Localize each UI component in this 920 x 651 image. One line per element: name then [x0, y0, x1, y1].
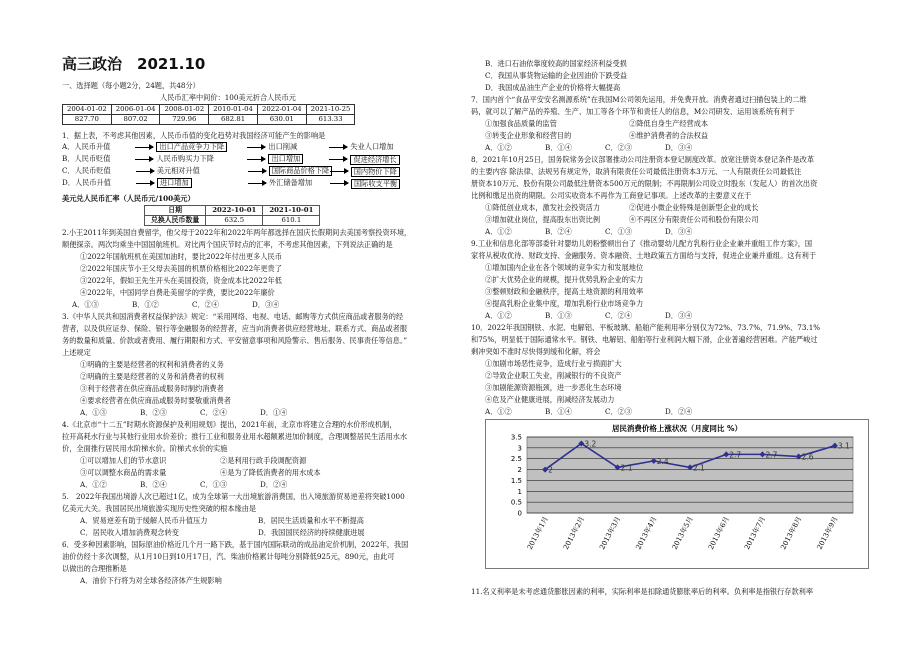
- option: B．①③: [545, 311, 572, 320]
- flow-row: D． 人民币升值 进口增加 外汇储备增加 国际收支平衡: [62, 178, 400, 189]
- q4-line: 价，全面推行居民用水阶梯水价。阶梯式水价的实施: [62, 444, 228, 453]
- x-tick-label: 2013年7月: [743, 515, 768, 551]
- q6-line: 以做出的合理推断是: [62, 564, 127, 573]
- rate-table: [62, 104, 355, 125]
- rate-value: 682.81: [209, 115, 258, 125]
- y-tick-label: 1.5: [510, 476, 522, 485]
- option: C．①③: [200, 480, 228, 489]
- q4-item: ②是利用行政手段调配资源: [220, 456, 307, 465]
- flow-row: C． 人民币贬值 美元相对升值 国际商品价格下降 国内物价下降: [62, 166, 400, 177]
- q6-option: D．我国成品油生产企业的价格将大幅提高: [485, 83, 621, 92]
- arrow-icon: [136, 171, 154, 172]
- arrow-icon: [329, 147, 347, 148]
- q3-line: 3.《中华人民共和国消费者权益保护法》规定：“采用网络、电视、电话、邮购等方式供应商品或者服务的经: [62, 312, 404, 321]
- flow-step: 促进经济增长: [350, 155, 399, 165]
- q5-line: 亿美元大关。我国居民出境旅游实现历史性突破的根本缘由是: [62, 504, 257, 513]
- data-label: 2.7: [765, 450, 778, 460]
- option: B．②④: [140, 480, 167, 489]
- q6-option: A．油价下行将为对全球各经济体产生规影响: [80, 576, 222, 585]
- x-tick-label: 2013年6月: [706, 515, 731, 551]
- option: D．②④: [665, 407, 693, 416]
- q2-line: 顺便探亲。两次均乘坐中国国航班机。对比两个国庆节时点的汇率，不考虑其他因素，下列说法正确的是: [62, 240, 393, 249]
- rate-value: 630.01: [257, 115, 306, 125]
- arrow-icon: [248, 183, 266, 184]
- arrow-icon: [248, 171, 266, 172]
- q1-flow-options: [62, 142, 400, 189]
- page-title: 高三政治 2021.10: [62, 55, 206, 73]
- rate-value: 729.96: [160, 115, 209, 125]
- option: C．②③: [605, 407, 633, 416]
- q8-line: 比例和缴足出资的期限。公司实收资本不再作为工商登记事项。上述改革的主要意义在于: [471, 191, 752, 200]
- chart-title: 居民消费价格上涨状况（月度同比 %）: [611, 424, 743, 433]
- option: A．①③: [72, 300, 99, 309]
- option: C．②④: [200, 408, 228, 417]
- data-label: 3.2: [584, 439, 597, 449]
- q5-option: B．居民生活质量和水平不断提高: [258, 516, 364, 525]
- x-tick-label: 2013年4月: [634, 515, 659, 551]
- q3-item: ①明确的主要是经营者的权利和消费者的义务: [80, 360, 224, 369]
- q5-option: D．我国国民经济的持续健康进展: [258, 528, 365, 537]
- x-tick-label: 2013年3月: [598, 515, 623, 551]
- q8-item: ①降低创业成本，激发社会投资活力: [485, 203, 601, 212]
- option: A．①②: [485, 311, 512, 320]
- fx-header: 2022-10-01: [206, 206, 263, 216]
- option: D．③④: [252, 300, 280, 309]
- arrow-icon: [330, 183, 348, 184]
- fx-header: 日期: [145, 206, 206, 216]
- q9-item: ④提高乳粉企业集中度，增加乳粉行业市场竞争力: [485, 299, 644, 308]
- fx-table-caption: 美元兑人民币汇率（人民币元/100美元）: [62, 194, 195, 203]
- arrow-icon: [329, 159, 347, 160]
- data-label: 2.7: [729, 450, 742, 460]
- q8-line: 册资本10万元、股份有限公司最低注册资本500万元的限制；不再限制公司设立时股东（发起人）的首次出资: [471, 179, 818, 188]
- flow-row: A． 人民币升值 出口产品竞争力下降 出口削减 失业人口增加: [62, 142, 400, 153]
- flow-step: 出口增加: [268, 154, 303, 164]
- q7-item: ①加强食品质量的监管: [485, 119, 557, 128]
- rate-date: 2006-01-04: [111, 105, 160, 115]
- q3-line: 上述规定: [62, 348, 91, 357]
- q10-line: 和75%，明显低于国际通常水平。钢铁、电解铝、船舶等行业利润大幅下滑，企业普遍经营困难。产能严峻过: [471, 335, 818, 344]
- fx-table: [144, 205, 320, 226]
- q10-item: ④危及产业健康进展，削减经济发展动力: [485, 395, 615, 404]
- data-label: 2: [548, 465, 553, 475]
- flow-step: 人民币购买力下降: [156, 154, 214, 164]
- q4-item: ③可以调整水商品的需求量: [80, 468, 167, 477]
- flow-step: 出口产品竞争力下降: [156, 142, 227, 152]
- fx-header: 2021-10-01: [263, 206, 320, 216]
- data-label: 2.6: [801, 452, 814, 462]
- option: A．①②: [80, 480, 107, 489]
- q6-line: 6．受多种因素影响，国际原油价格近几个月一路下跌，基于国内国际联动的成品油定价机制，2022年，我国: [62, 540, 409, 549]
- q4-line: 拉开高耗水行业与其他行业用水价差价；推行工业和服务业用水超额累进加价制度，合理调整居民生活用水水: [62, 432, 408, 441]
- q10-line: 10．2022年我国钢铁、水泥、电解铝、平板玻璃、船舶产能利用率分别仅为72%、73.7%、71.9%、73.1%: [471, 323, 821, 332]
- arrow-icon: [136, 183, 154, 184]
- option: B．①④: [545, 143, 572, 152]
- rate-date: 2008-01-02: [160, 105, 209, 115]
- arrow-icon: [247, 147, 265, 148]
- arrow-icon: [247, 159, 265, 160]
- q8-line: 的主要内容 除法律、法规另有规定外，取消有限责任公司最低注册资本3万元、一人有限责任公司最低注: [471, 167, 802, 176]
- q9-line: 家将从税收优待、财政支持、金融服务、资本融资、土地政策五方面给与支持，促进企业兼并重组。这有利于: [471, 251, 817, 260]
- flow-row: B． 人民币贬值 人民币购买力下降 出口增加 促进经济增长: [62, 154, 400, 165]
- rate-table-caption: 人民币汇率中间价：100美元折合人民币元: [160, 93, 296, 102]
- q10-line: 剩冲突如不准时尽快得到缓和化解，将会: [471, 347, 601, 356]
- option: C．②③: [605, 143, 633, 152]
- y-tick-label: 3.5: [510, 433, 522, 442]
- y-tick-label: 2.5: [510, 455, 522, 464]
- flow-step: 失业人口增加: [350, 142, 394, 152]
- q6-option: C．我国从事货物运输的企业因油价下跌受益: [485, 71, 628, 80]
- q7-item: ④维护消费者的合法权益: [629, 131, 709, 140]
- data-label: 3.1: [837, 441, 850, 451]
- option: C．①③: [605, 227, 633, 236]
- flow-step: 外汇储备增加: [268, 178, 313, 188]
- q5-option: C．居民收入增加消费观念转变: [80, 528, 179, 537]
- q9-item: ②扩大优势企业的规模，提升优势乳粉企业的实力: [485, 275, 644, 284]
- flow-step: 人民币升值: [74, 178, 111, 188]
- option: D．③④: [665, 227, 693, 236]
- option: D．③④: [665, 311, 693, 320]
- q2-options: [72, 299, 312, 311]
- flow-step: 进口增加: [157, 178, 192, 188]
- q6-option: B．进口石油依靠度较高的国家经济利益受损: [485, 59, 627, 68]
- q4-options: [80, 479, 320, 491]
- cpi-line-chart: [485, 419, 869, 569]
- x-tick-label: 2013年1月: [525, 515, 550, 551]
- option: B．①②: [132, 300, 159, 309]
- x-tick-label: 2013年8月: [779, 515, 804, 551]
- q8-options: [485, 226, 725, 238]
- q3-item: ④要求经营者在供应商品或服务时要敬重消费者: [80, 396, 231, 405]
- y-tick-label: 3: [517, 444, 522, 453]
- q2-item: ④2022年，中国同学自费赴美留学的学费，要比2022年廉价: [80, 288, 275, 297]
- arrow-icon: [135, 159, 153, 160]
- option: A．①③: [80, 408, 107, 417]
- option: A．①②: [485, 227, 512, 236]
- option: C．②④: [605, 311, 633, 320]
- q5-option: A．贸易逆差有助于缓解人民币升值压力: [80, 516, 208, 525]
- q3-item: ②明确的主要是经营者的义务和消费者的权利: [80, 372, 224, 381]
- q11-line: 11.名义利率是未考虑通货膨胀因素的利率，实际利率是扣除通货膨胀率后的利率。负利率是指银行存款利率: [471, 587, 814, 596]
- y-tick-label: 0.5: [510, 498, 522, 507]
- y-tick-label: 2: [517, 466, 522, 475]
- flow-step: 美元相对升值: [156, 166, 200, 176]
- q7-item: ③转变企业形象和经营目的: [485, 131, 572, 140]
- option: B．①④: [545, 407, 572, 416]
- arrow-icon: [135, 147, 153, 148]
- data-label: 2.1: [620, 463, 633, 473]
- fx-cell: 兑换人民币数量: [145, 216, 206, 226]
- section-heading: 一、选择题（每小题2分，24题，共48分）: [62, 81, 200, 90]
- q3-item: ③利于经营者在供应商品或服务时制约消费者: [80, 384, 224, 393]
- option: A．①②: [485, 143, 512, 152]
- q8-item: ③增加就业岗位，提高股东出资比例: [485, 215, 601, 224]
- q2-item: ②2022年国庆节小王父母去美国的机票价格相比2022年更贵了: [80, 264, 282, 273]
- q9-item: ①增加国内企业在各个领域的竞争实力和发展地位: [485, 263, 644, 272]
- option: B．②④: [545, 227, 572, 236]
- q4-item: ④是为了降低消费者的用水成本: [220, 468, 321, 477]
- arrow-icon: [330, 171, 348, 172]
- q5-line: 5. 2022年我国出境游人次已超过1亿，成为全球第一大出境旅游消费国，出入境旅游贸易逆差将突破1000: [62, 492, 405, 501]
- q9-item: ③整顿财政和金融秩序，提高土地资源的利用效率: [485, 287, 644, 296]
- flow-step: 出口削减: [268, 142, 298, 152]
- fx-cell: 632.5: [206, 216, 263, 226]
- q9-line: 9.工业和信息化部等部委针对婴幼儿奶粉整顿出台了《推动婴幼儿配方乳粉行业企业兼并重组工作方案》，国: [471, 239, 813, 248]
- q3-line: 务的数量和质量、价款或者费用、履行期限和方式、平安留意事项和风险警示、售后服务、民事责任等信息。”: [62, 336, 408, 345]
- q2-line: 2.小王2011年到美国自费留学，他父母于2022年和2022年两年都选择在国庆长假期间去美国考察投资环境，: [62, 228, 412, 237]
- x-tick-label: 2013年5月: [670, 515, 695, 551]
- q10-item: ②导致企业职工失业，削减银行的不良资产: [485, 371, 622, 380]
- q8-item: ②促进小微企业特殊是创新型企业的成长: [629, 203, 759, 212]
- y-tick-label: 1: [517, 487, 522, 496]
- x-tick-label: 2013年9月: [815, 515, 840, 551]
- data-label: 2.4: [656, 456, 669, 466]
- x-tick-label: 2013年2月: [562, 515, 587, 551]
- option: D．①④: [260, 408, 288, 417]
- flow-step: 人民币贬值: [74, 166, 111, 176]
- q9-options: [485, 310, 725, 322]
- option: C．②④: [192, 300, 220, 309]
- flow-step: 人民币升值: [74, 142, 111, 152]
- rate-date: 2010-01-04: [209, 105, 258, 115]
- rate-date: 2021-10-25: [306, 105, 355, 115]
- q7-line: 码，就可以了解产品的养殖、生产、加工等各个环节和责任人的信息，M公司研发、运用该系统有利于: [471, 107, 795, 116]
- q10-item: ①加剧市场恶性竞争，造成行业亏损面扩大: [485, 359, 622, 368]
- q7-item: ②降低自身生产经营成本: [629, 119, 709, 128]
- rate-value: 807.02: [111, 115, 160, 125]
- fx-cell: 610.1: [263, 216, 320, 226]
- q10-options: [485, 406, 725, 418]
- flow-step: 国内物价下降: [351, 167, 400, 177]
- y-tick-label: 0: [517, 509, 522, 518]
- q3-line: 营者，以及供应证券、保险、银行等金融服务的经营者，应当向消费者供应经营地址、联系方式、商品或者服: [62, 324, 408, 333]
- q10-item: ③加剧能源资源瓶颈，进一步恶化生态环境: [485, 383, 622, 392]
- q4-item: ①可以增加人们的节水意识: [80, 456, 167, 465]
- option: A．①②: [485, 407, 512, 416]
- flow-step: 国际收支平衡: [351, 179, 400, 189]
- q4-line: 4.《北京市“十二五”时期水资源保护及利用规划》提出，2021年前，北京市将建立合理的水价形成机制，: [62, 420, 397, 429]
- option: D．③④: [665, 143, 693, 152]
- flow-step: 人民币贬值: [74, 154, 111, 164]
- rate-date: 2004-01-02: [63, 105, 112, 115]
- q7-line: 7．国内首个“食品平安安名测源系统”在我国M公司领先运用，并免费开放。消费者通过扫描包装上的二维: [471, 95, 807, 104]
- option: D．②④: [260, 480, 288, 489]
- q8-line: 8．2021年10月25日，国务院常务会议部署推动公司注册资本登记制度改革。放宽注册资本登记条件是改革: [471, 155, 815, 164]
- q2-item: ③2022年，假如王先生开头在美国投资，资金成本比2022年低: [80, 276, 282, 285]
- rate-value: 613.33: [306, 115, 355, 125]
- rate-value: 827.70: [63, 115, 112, 125]
- q8-item: ④不再区分有限责任公司和股份有限公司: [629, 215, 759, 224]
- option: B．②③: [140, 408, 167, 417]
- q7-options: [485, 142, 725, 154]
- q6-line: 油价仿经十多次调整，从1月10日到10月17日，汽、柴油价格累计每吨分别降低925元，890元，由此可: [62, 552, 395, 561]
- rate-date: 2022-01-04: [257, 105, 306, 115]
- flow-step: 国际商品价格下降: [269, 166, 333, 176]
- q2-item: ①2022年国航班机在美国加油时，要比2022年付出更多人民币: [80, 252, 282, 261]
- data-label: 2.1: [693, 463, 705, 473]
- q1-stem: 1．据上表，不考虑其他因素，人民币币值的变化趋势对我国经济可能产生的影响是: [62, 131, 326, 140]
- q3-options: [80, 407, 320, 419]
